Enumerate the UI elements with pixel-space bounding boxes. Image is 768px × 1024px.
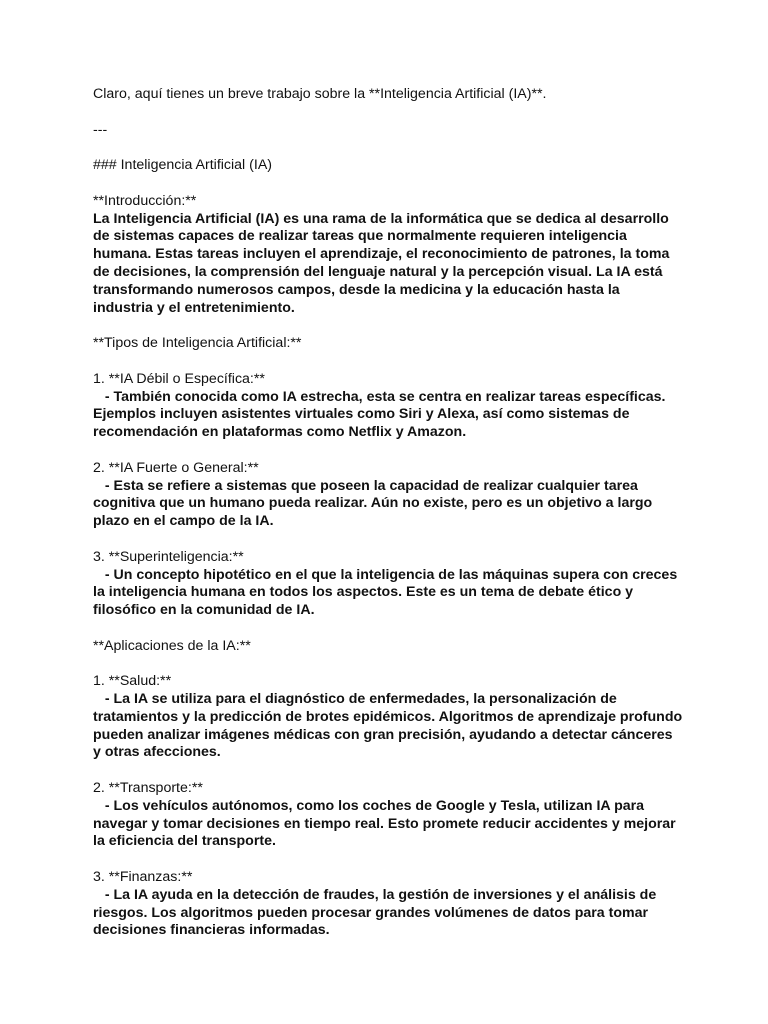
separator: --- xyxy=(93,121,108,138)
introduction-text: La Inteligencia Artificial (IA) es una rama de la informática que se dedica al desarrollo de sistemas capaces de realizar tareas que normalmente requieren inteligencia humana. Estas tareas incluyen el aprendizaje, el reconocimiento de patrones, la toma de decisiones, la comprensión del lenguaje natural y la percepción visual. La IA está transformando numerosos campos, desde la medicina y la educación hasta la industria y el entretenimiento. xyxy=(93,210,674,316)
document-body xyxy=(93,86,687,940)
introduction-label: **Introducción:** xyxy=(93,192,197,209)
application-item-title: 2. **Transporte:** xyxy=(93,780,203,797)
type-item-title: 3. **Superinteligencia:** xyxy=(93,548,244,565)
type-item-text: - También conocida como IA estrecha, esta se centra en realizar tareas específicas. Ejemplos incluyen asistentes virtuales como Siri y Alexa, así como sistemas de recomendación en plataformas como Netflix y Amazon. xyxy=(93,388,670,441)
spacer xyxy=(93,139,683,157)
section-heading: ### Inteligencia Artificial (IA) xyxy=(93,157,273,174)
spacer xyxy=(93,442,683,460)
type-item-title: 2. **IA Fuerte o General:** xyxy=(93,459,259,476)
type-item-text: - Esta se refiere a sistemas que poseen la capacidad de realizar cualquier tarea cognitiva que un humano pueda realizar. Aún no existe, pero es un objetivo a largo plazo en el campo de la IA. xyxy=(93,477,657,530)
types-label: **Tipos de Inteligencia Artificial:** xyxy=(93,335,302,352)
spacer xyxy=(93,656,683,674)
spacer xyxy=(93,531,683,549)
application-item-title: 1. **Salud:** xyxy=(93,673,172,690)
application-item-title: 3. **Finanzas:** xyxy=(93,869,193,886)
spacer xyxy=(93,317,683,335)
spacer xyxy=(93,851,683,869)
spacer xyxy=(93,353,683,371)
application-item-text: - La IA ayuda en la detección de fraudes, la gestión de inversiones y el análisis de riesgos. Los algoritmos pueden procesar grandes volúmenes de datos para tomar decisiones financieras informadas. xyxy=(93,886,661,939)
intro-line: Claro, aquí tienes un breve trabajo sobre la **Inteligencia Artificial (IA)**. xyxy=(93,86,547,102)
spacer xyxy=(93,175,683,193)
spacer xyxy=(93,762,683,780)
application-item-text: - Los vehículos autónomos, como los coches de Google y Tesla, utilizan IA para navegar y tomar decisiones en tiempo real. Esto promete reducir accidentes y mejorar la eficiencia del transporte. xyxy=(93,797,680,850)
spacer xyxy=(93,104,683,122)
spacer xyxy=(93,620,683,638)
applications-label: **Aplicaciones de la IA:** xyxy=(93,637,251,654)
application-item-text: - La IA se utiliza para el diagnóstico de enfermedades, la personalización de tratamientos y la predicción de brotes epidémicos. Algoritmos de aprendizaje profundo pueden analizar imágenes médicas con gran precisión, ayudando a detectar cánceres y otras afecciones. xyxy=(93,691,687,761)
type-item-title: 1. **IA Débil o Específica:** xyxy=(93,370,265,387)
type-item-text: - Un concepto hipotético en el que la inteligencia de las máquinas supera con creces la inteligencia humana en todos los aspectos. Este es un tema de debate ético y filosófico en la comunidad de IA. xyxy=(93,566,682,619)
